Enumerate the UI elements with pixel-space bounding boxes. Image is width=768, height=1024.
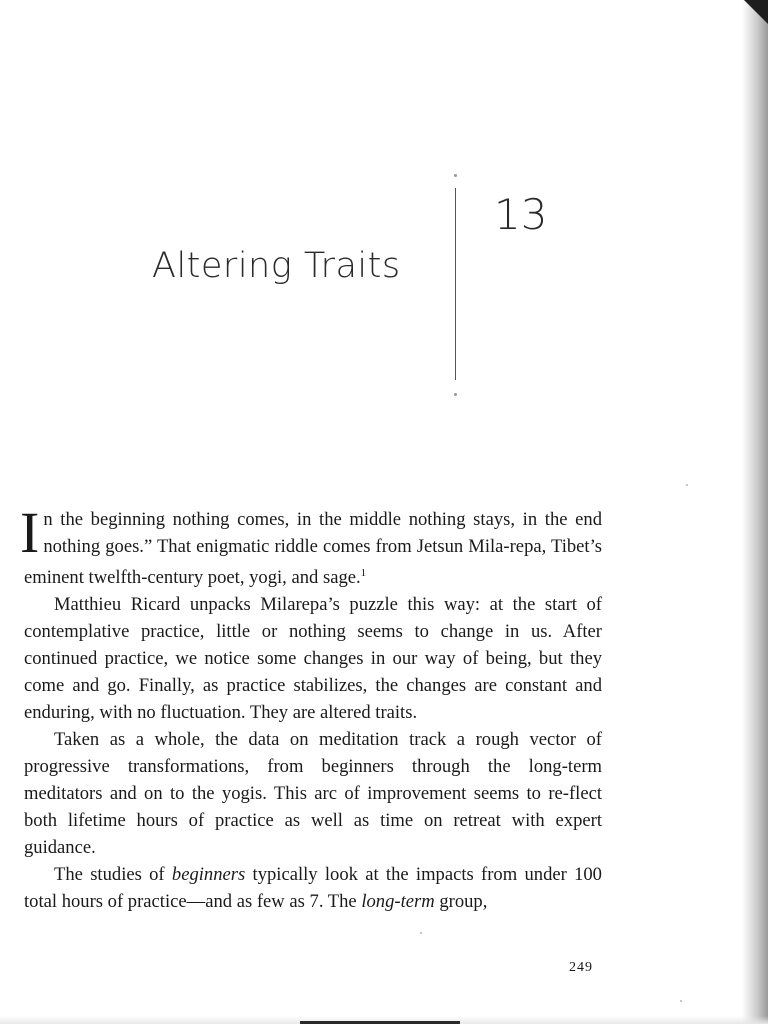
scan-corner-shadow — [744, 0, 768, 24]
drop-cap: I — [20, 500, 40, 565]
italic-term: beginners — [171, 864, 246, 886]
scan-speck — [686, 484, 688, 486]
divider-bottom-dot — [454, 393, 457, 396]
body-text — [20, 500, 602, 915]
chapter-divider — [455, 188, 456, 380]
italic-term: long-term — [361, 891, 435, 913]
text-segment: Taken as a whole, the data on meditation track a rough vector of progressive transformations, from beginners through the long-term meditators and on to the yogis. This arc of improvement seems to re-flect both lifetime hours of practice as well as time on retreat with expert guidance. — [24, 729, 602, 859]
page-number: 249 — [569, 960, 593, 975]
footnote-marker[interactable]: 1 — [360, 567, 367, 579]
text-segment: Matthieu Ricard unpacks Milarepa’s puzzle this way: at the start of contemplative practice, little or nothing seems to change in us. After continued practice, we notice some changes in our way of being, but they come and go. Finally, as practice stabilizes, the changes are constant and enduring, with no fluctuation. They are altered traits. — [24, 594, 602, 724]
divider-top-dot — [454, 174, 457, 177]
chapter-number: 13 — [494, 190, 548, 239]
paragraph-p4 — [24, 861, 602, 915]
paragraph-p3 — [24, 726, 602, 861]
text-segment: group, — [434, 891, 488, 913]
scan-speck — [420, 932, 422, 934]
paragraph-p1 — [20, 500, 602, 591]
text-segment: n the beginning nothing comes, in the middle nothing stays, in the end nothing goes.” That enigmatic riddle comes from Jetsun Mila-repa, Tibet’s eminent twelfth-century poet, yogi, and sage. — [24, 509, 602, 589]
text-segment: typically look at the impacts from under 100 total hours of practice—and as few as 7. The — [24, 864, 602, 913]
paragraph-p2 — [24, 591, 602, 726]
scan-speck — [680, 1000, 682, 1002]
chapter-title: Altering Traits — [152, 246, 401, 286]
text-segment: The studies of — [54, 864, 172, 886]
page-edge-shadow — [742, 0, 768, 1024]
